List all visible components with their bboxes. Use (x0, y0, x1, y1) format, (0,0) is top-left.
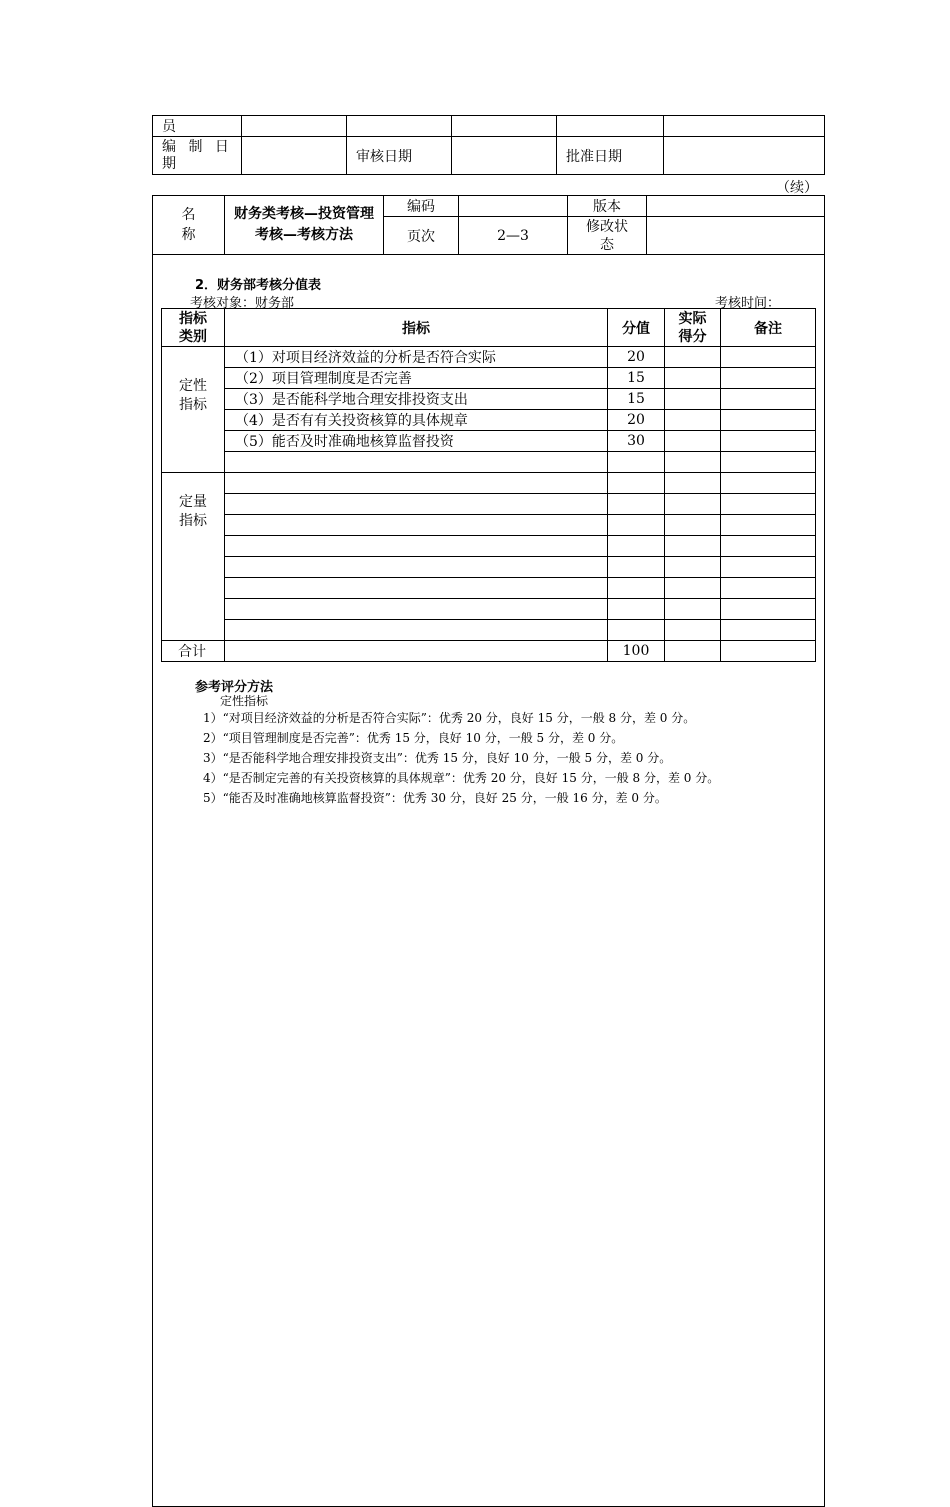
assessment-target: 考核对象：财务部 (190, 296, 295, 311)
actual-score-cell[interactable] (665, 410, 721, 431)
score-cell[interactable] (608, 536, 665, 557)
table-row (162, 620, 816, 641)
total-indicator-cell (225, 641, 608, 662)
score-cell: 15 (608, 368, 665, 389)
indicator-cell: （1）对项目经济效益的分析是否符合实际 (225, 347, 608, 368)
col-header-score: 分值 (608, 309, 665, 347)
table-header-row (162, 309, 816, 347)
document-header (152, 195, 825, 255)
quantitative-category: 定量指标 (162, 473, 225, 641)
indicator-cell[interactable] (225, 452, 608, 473)
code-label: 编码 (384, 196, 459, 217)
col-header-remark: 备注 (721, 309, 816, 347)
total-label: 合计 (162, 641, 225, 662)
staff-cell-3[interactable] (452, 116, 557, 137)
indicator-cell: （3）是否能科学地合理安排投资支出 (225, 389, 608, 410)
score-cell[interactable] (608, 557, 665, 578)
col-header-indicator: 指标 (225, 309, 608, 347)
score-cell[interactable] (608, 578, 665, 599)
assessment-time: 考核时间： (715, 296, 781, 311)
compile-date-label: 编 制 日期 (153, 137, 242, 175)
score-cell[interactable] (608, 515, 665, 536)
remark-cell[interactable] (721, 620, 816, 641)
actual-score-cell[interactable] (665, 557, 721, 578)
table-row (162, 473, 816, 494)
scoring-rule: 5）“能否及时准确地核算监督投资”：优秀 30 分，良好 25 分，一般 16 分，差 0 分。 (203, 791, 667, 805)
remark-cell[interactable] (721, 431, 816, 452)
qualitative-category: 定性指标 (162, 347, 225, 473)
score-cell: 20 (608, 410, 665, 431)
table-row (162, 410, 816, 431)
score-cell[interactable] (608, 599, 665, 620)
scoring-rule: 4）“是否制定完善的有关投资核算的具体规章”：优秀 20 分，良好 15 分，一般 8 分，差 0 分。 (203, 771, 720, 785)
remark-cell[interactable] (721, 452, 816, 473)
table-row (162, 536, 816, 557)
page-value: 2—3 (459, 217, 568, 255)
score-cell[interactable] (608, 620, 665, 641)
remark-cell[interactable] (721, 494, 816, 515)
indicator-cell[interactable] (225, 515, 608, 536)
total-actual-cell[interactable] (665, 641, 721, 662)
indicator-cell[interactable] (225, 494, 608, 515)
col-header-category: 指标类别 (162, 309, 225, 347)
score-cell: 20 (608, 347, 665, 368)
name-label: 名 称 (153, 196, 225, 255)
total-score: 100 (608, 641, 665, 662)
continued-note: （续） (776, 180, 818, 196)
remark-cell[interactable] (721, 599, 816, 620)
table-row (162, 368, 816, 389)
actual-score-cell[interactable] (665, 578, 721, 599)
total-row (162, 641, 816, 662)
actual-score-cell[interactable] (665, 452, 721, 473)
score-cell[interactable] (608, 473, 665, 494)
score-cell: 15 (608, 389, 665, 410)
remark-cell[interactable] (721, 536, 816, 557)
compile-date-value[interactable] (242, 137, 347, 175)
indicator-cell[interactable] (225, 536, 608, 557)
table-row (162, 557, 816, 578)
section-title: 2．财务部考核分值表 (195, 278, 322, 293)
revision-label: 修改状态 (568, 217, 647, 255)
score-cell[interactable] (608, 452, 665, 473)
document-title: 财务类考核—投资管理考核—考核方法 (225, 196, 384, 255)
scoring-rule: 2）“项目管理制度是否完善”：优秀 15 分，良好 10 分，一般 5 分，差 0 分。 (203, 731, 624, 745)
scoring-rule: 3）“是否能科学地合理安排投资支出”：优秀 15 分，良好 10 分，一般 5 分，差 0 分。 (203, 751, 672, 765)
version-label: 版本 (568, 196, 647, 217)
code-value[interactable] (459, 196, 568, 217)
actual-score-cell[interactable] (665, 494, 721, 515)
scoring-rule: 1）“对项目经济效益的分析是否符合实际”：优秀 20 分，良好 15 分，一般 8 分，差 0 分。 (203, 711, 696, 725)
review-date-value[interactable] (452, 137, 557, 175)
method-title: 参考评分方法 (195, 680, 274, 695)
score-cell[interactable] (608, 494, 665, 515)
version-value[interactable] (647, 196, 825, 217)
table-row (162, 431, 816, 452)
col-header-actual: 实际得分 (665, 309, 721, 347)
indicator-cell[interactable] (225, 473, 608, 494)
remark-cell[interactable] (721, 557, 816, 578)
staff-cell-2[interactable] (347, 116, 452, 137)
signature-table (152, 115, 825, 175)
remark-cell[interactable] (721, 515, 816, 536)
staff-cell-4[interactable] (557, 116, 664, 137)
actual-score-cell[interactable] (665, 368, 721, 389)
staff-cell-1[interactable] (242, 116, 347, 137)
page-label: 页次 (384, 217, 459, 255)
actual-score-cell[interactable] (665, 620, 721, 641)
table-row (162, 578, 816, 599)
actual-score-cell[interactable] (665, 347, 721, 368)
remark-cell[interactable] (721, 368, 816, 389)
review-date-label: 审核日期 (347, 137, 452, 175)
approve-date-label: 批准日期 (557, 137, 664, 175)
actual-score-cell[interactable] (665, 515, 721, 536)
indicator-cell[interactable] (225, 620, 608, 641)
table-row (162, 452, 816, 473)
table-row (162, 347, 816, 368)
staff-cell-5[interactable] (664, 116, 825, 137)
approve-date-value[interactable] (664, 137, 825, 175)
indicator-cell[interactable] (225, 599, 608, 620)
indicator-cell: （2）项目管理制度是否完善 (225, 368, 608, 389)
actual-score-cell[interactable] (665, 389, 721, 410)
table-row (162, 599, 816, 620)
indicator-cell: （4）是否有有关投资核算的具体规章 (225, 410, 608, 431)
table-row (162, 494, 816, 515)
method-subtitle: 定性指标 (220, 694, 269, 708)
score-cell: 30 (608, 431, 665, 452)
score-table (161, 308, 816, 662)
signature-row-2 (153, 137, 825, 175)
remark-cell[interactable] (721, 578, 816, 599)
signature-row-1 (153, 116, 825, 137)
table-row (162, 515, 816, 536)
actual-score-cell[interactable] (665, 536, 721, 557)
indicator-cell[interactable] (225, 578, 608, 599)
total-remark-cell[interactable] (721, 641, 816, 662)
staff-label: 员 (153, 116, 242, 137)
remark-cell[interactable] (721, 473, 816, 494)
revision-value[interactable] (647, 217, 825, 255)
indicator-cell[interactable] (225, 557, 608, 578)
indicator-cell: （5）能否及时准确地核算监督投资 (225, 431, 608, 452)
table-row (162, 389, 816, 410)
remark-cell[interactable] (721, 410, 816, 431)
remark-cell[interactable] (721, 389, 816, 410)
actual-score-cell[interactable] (665, 599, 721, 620)
actual-score-cell[interactable] (665, 431, 721, 452)
remark-cell[interactable] (721, 347, 816, 368)
actual-score-cell[interactable] (665, 473, 721, 494)
